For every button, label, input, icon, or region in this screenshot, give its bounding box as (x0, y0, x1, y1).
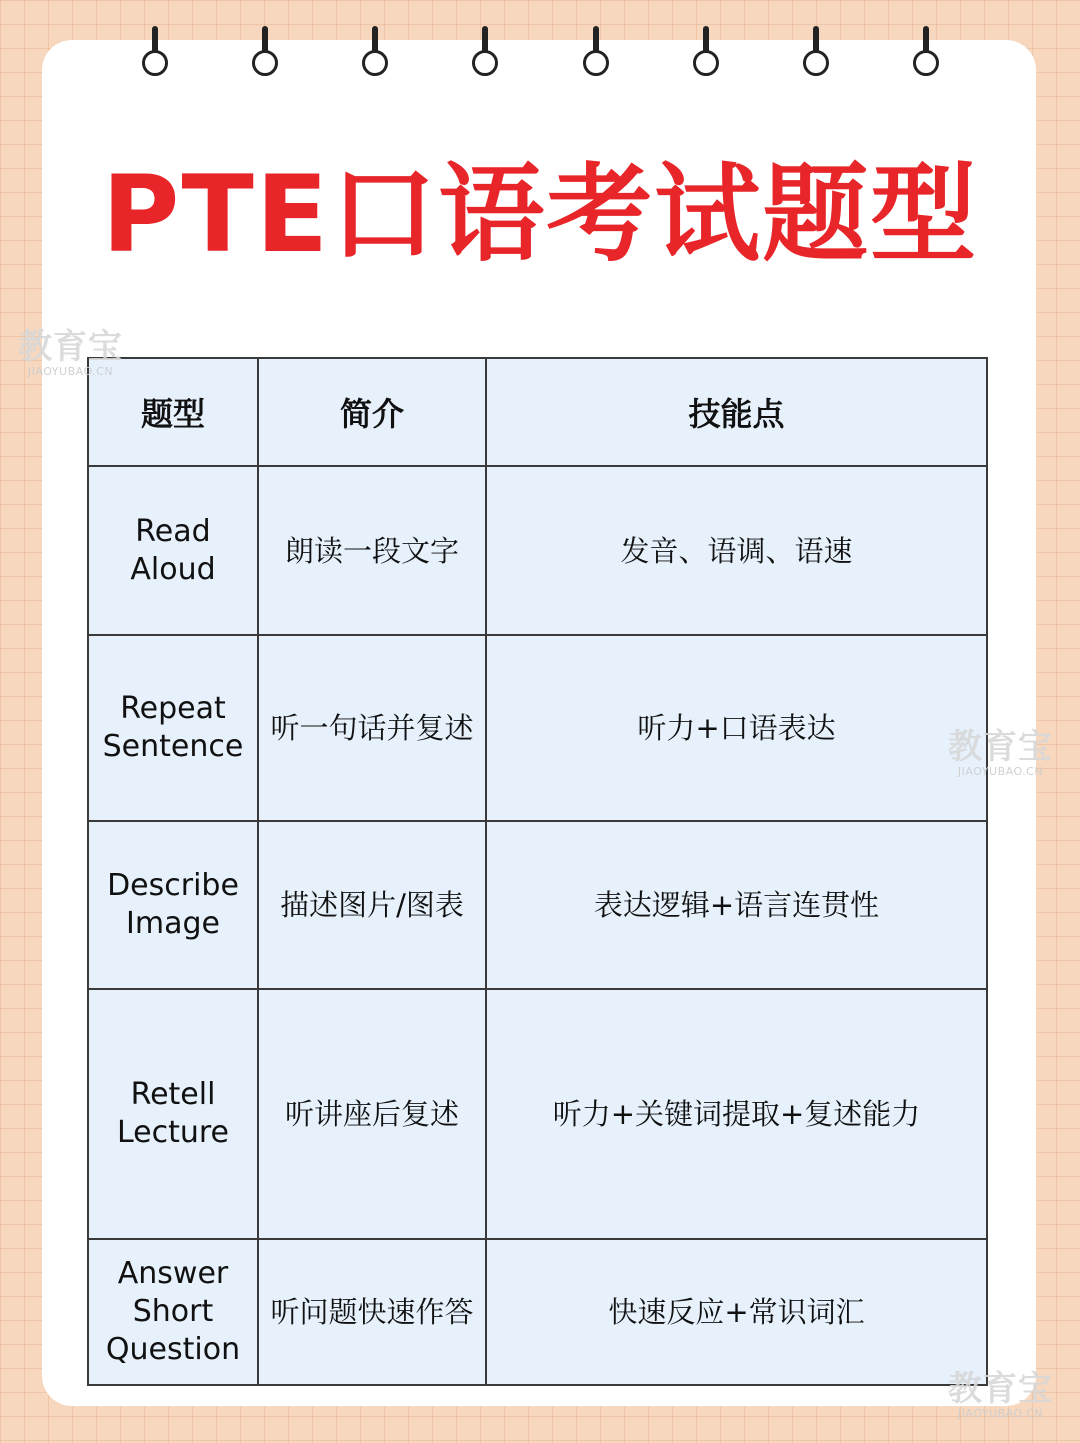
question-type-cell: Read Aloud (88, 466, 258, 635)
question-types-table (87, 357, 988, 1386)
binding-ring-icon (691, 26, 721, 78)
table-row (88, 1239, 987, 1385)
intro-cell: 听讲座后复述 (258, 989, 486, 1239)
skills-cell: 表达逻辑+语言连贯性 (486, 821, 987, 989)
skills-cell: 听力+口语表达 (486, 635, 987, 821)
watermark-logo (18, 327, 123, 378)
column-header-intro: 简介 (258, 358, 486, 466)
table-row (88, 466, 987, 635)
intro-cell: 描述图片/图表 (258, 821, 486, 989)
binding-ring-icon (801, 26, 831, 78)
skills-cell: 快速反应+常识词汇 (486, 1239, 987, 1385)
watermark-logo (948, 1369, 1053, 1420)
binding-ring-icon (140, 26, 170, 78)
intro-cell: 听问题快速作答 (258, 1239, 486, 1385)
question-type-cell: Describe Image (88, 821, 258, 989)
page-title: PTE口语考试题型 (101, 153, 979, 276)
binding-ring-icon (470, 26, 500, 78)
intro-cell: 听一句话并复述 (258, 635, 486, 821)
binding-ring-icon (911, 26, 941, 78)
table-row (88, 635, 987, 821)
question-type-cell: Retell Lecture (88, 989, 258, 1239)
binding-ring-icon (581, 26, 611, 78)
watermark-cn: 教育宝 (18, 327, 123, 367)
column-header-type: 题型 (88, 358, 258, 466)
column-header-skills: 技能点 (486, 358, 987, 466)
spiral-binding (0, 0, 1080, 90)
watermark-en: JIAOYUBAO.CN (957, 1407, 1044, 1420)
table-header-row (88, 358, 987, 466)
table-row (88, 821, 987, 989)
intro-cell: 朗读一段文字 (258, 466, 486, 635)
skills-cell: 听力+关键词提取+复述能力 (486, 989, 987, 1239)
question-type-cell: Answer Short Question (88, 1239, 258, 1385)
skills-cell: 发音、语调、语速 (486, 466, 987, 635)
watermark-cn: 教育宝 (948, 727, 1053, 767)
table-row (88, 989, 987, 1239)
watermark-logo (948, 727, 1053, 778)
watermark-en: JIAOYUBAO.CN (27, 365, 114, 378)
binding-ring-icon (250, 26, 280, 78)
watermark-en: JIAOYUBAO.CN (957, 765, 1044, 778)
watermark-cn: 教育宝 (948, 1369, 1053, 1409)
binding-ring-icon (360, 26, 390, 78)
question-type-cell: Repeat Sentence (88, 635, 258, 821)
